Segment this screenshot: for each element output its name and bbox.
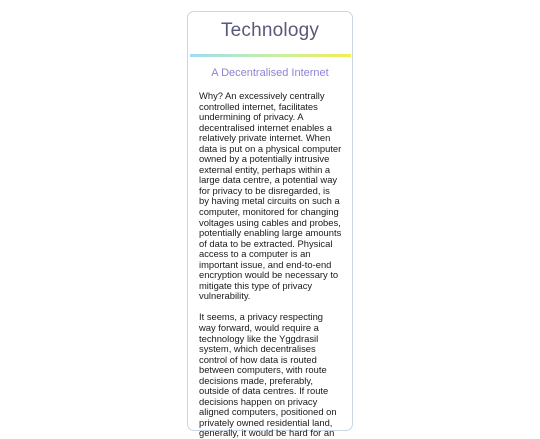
page-title: Technology <box>220 20 320 41</box>
article-paragraph: It seems, a privacy respecting way forward, would require a technology like the Yggdrasil system, which decentralises control of how data is routed between computers, with route decisions made, preferably, outside of data centres. If route decisions happen on privacy aligned computers, positioned on privately owned residential land, generally, it would be hard for an <box>199 311 337 439</box>
title-divider <box>190 54 351 57</box>
article-card <box>187 11 353 439</box>
article-paragraph: Why? An excessively centrally controlled internet, facilitates undermining of privacy. A decentralised internet enables a relatively private internet. When data is put on a physical computer owned by a potentially intrusive external entity, perhaps within a large data centre, a potential way for privacy to be disregarded, is by having metal circuits on such a computer, monitored for changing voltages using cables and probes, potentially enabling large amounts of data to be extracted. Physical access to a computer is an important issue, and end-to-end encryption would be necessary to mitigate this type of privacy vulnerability. <box>199 90 342 302</box>
article-heading: A Decentralised Internet <box>211 67 329 79</box>
article-body <box>199 91 342 439</box>
